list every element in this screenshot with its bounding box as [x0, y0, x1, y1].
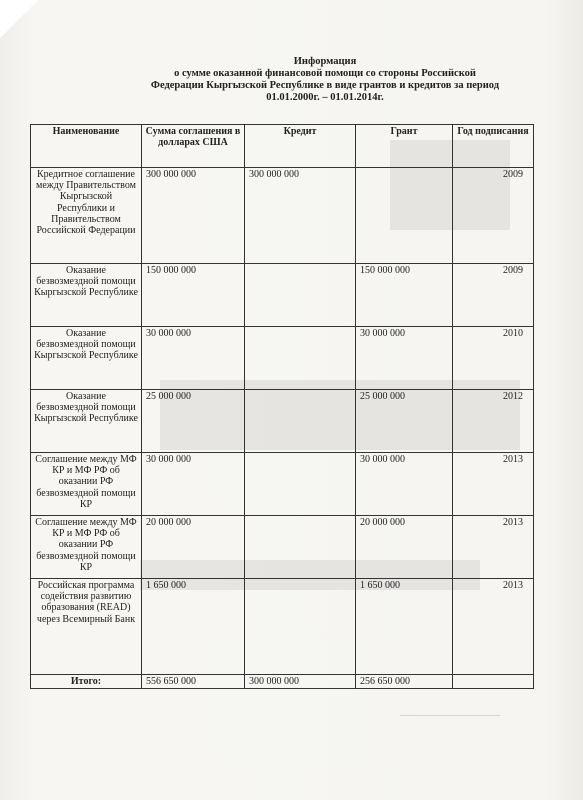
financial-aid-table: [30, 124, 534, 689]
row-amount: 1 650 000: [142, 579, 245, 675]
row-year: 2009: [453, 264, 534, 327]
table-row: [31, 579, 534, 675]
table-row: [31, 168, 534, 264]
table-total-row: [31, 675, 534, 689]
row-year: 2013: [453, 453, 534, 516]
title-line-3: Федерации Кыргызской Республике в виде грантов и кредитов за период: [150, 80, 500, 91]
header-credit: Кредит: [245, 125, 356, 168]
header-amount: Сумма соглашения в долларах США: [142, 125, 245, 168]
row-amount: 20 000 000: [142, 516, 245, 579]
header-grant: Грант: [356, 125, 453, 168]
row-year: 2013: [453, 516, 534, 579]
row-credit: [245, 579, 356, 675]
table-row: [31, 390, 534, 453]
total-grant: 256 650 000: [356, 675, 453, 689]
total-amount: 556 650 000: [142, 675, 245, 689]
row-grant: [356, 168, 453, 264]
title-line-4: 01.01.2000г. – 01.01.2014г.: [266, 92, 384, 103]
row-credit: [245, 390, 356, 453]
row-amount: 25 000 000: [142, 390, 245, 453]
total-label: Итого:: [31, 675, 142, 689]
row-name: Соглашение между МФ КР и МФ РФ об оказании РФ безвозмездной помощи КР: [31, 516, 142, 579]
row-year: 2009: [453, 168, 534, 264]
row-name: Соглашение между МФ КР и МФ РФ об оказании РФ безвозмездной помощи КР: [31, 453, 142, 516]
row-credit: 300 000 000: [245, 168, 356, 264]
row-name: Оказание безвозмездной помощи Кыргызской Республике: [31, 390, 142, 453]
total-year: [453, 675, 534, 689]
faint-stamp-ghost: [400, 715, 500, 776]
row-name: Оказание безвозмездной помощи Кыргызской Республике: [31, 264, 142, 327]
row-amount: 300 000 000: [142, 168, 245, 264]
page-corner-fold: [0, 0, 38, 38]
row-amount: 30 000 000: [142, 453, 245, 516]
row-year: 2010: [453, 327, 534, 390]
row-credit: [245, 453, 356, 516]
table-row: [31, 516, 534, 579]
table-row: [31, 453, 534, 516]
total-credit: 300 000 000: [245, 675, 356, 689]
row-amount: 30 000 000: [142, 327, 245, 390]
table-row: [31, 264, 534, 327]
row-year: 2012: [453, 390, 534, 453]
row-grant: 30 000 000: [356, 327, 453, 390]
row-name: Российская программа содействия развитию образования (READ) через Всемирный Банк: [31, 579, 142, 675]
row-grant: 150 000 000: [356, 264, 453, 327]
row-year: 2013: [453, 579, 534, 675]
header-name: Наименование: [31, 125, 142, 168]
title-line-1: Информация: [293, 56, 357, 67]
document-title: [120, 56, 530, 104]
row-name: Оказание безвозмездной помощи Кыргызской Республике: [31, 327, 142, 390]
row-grant: 20 000 000: [356, 516, 453, 579]
table-header-row: [31, 125, 534, 168]
row-amount: 150 000 000: [142, 264, 245, 327]
row-grant: 1 650 000: [356, 579, 453, 675]
header-year: Год подписания: [453, 125, 534, 168]
row-name: Кредитное соглашение между Правительством Кыргызской Республики и Правительством Российской Федерации: [31, 168, 142, 264]
title-line-2: о сумме оказанной финансовой помощи со стороны Российской: [174, 68, 476, 79]
row-grant: 30 000 000: [356, 453, 453, 516]
table-row: [31, 327, 534, 390]
row-credit: [245, 264, 356, 327]
row-grant: 25 000 000: [356, 390, 453, 453]
row-credit: [245, 516, 356, 579]
row-credit: [245, 327, 356, 390]
